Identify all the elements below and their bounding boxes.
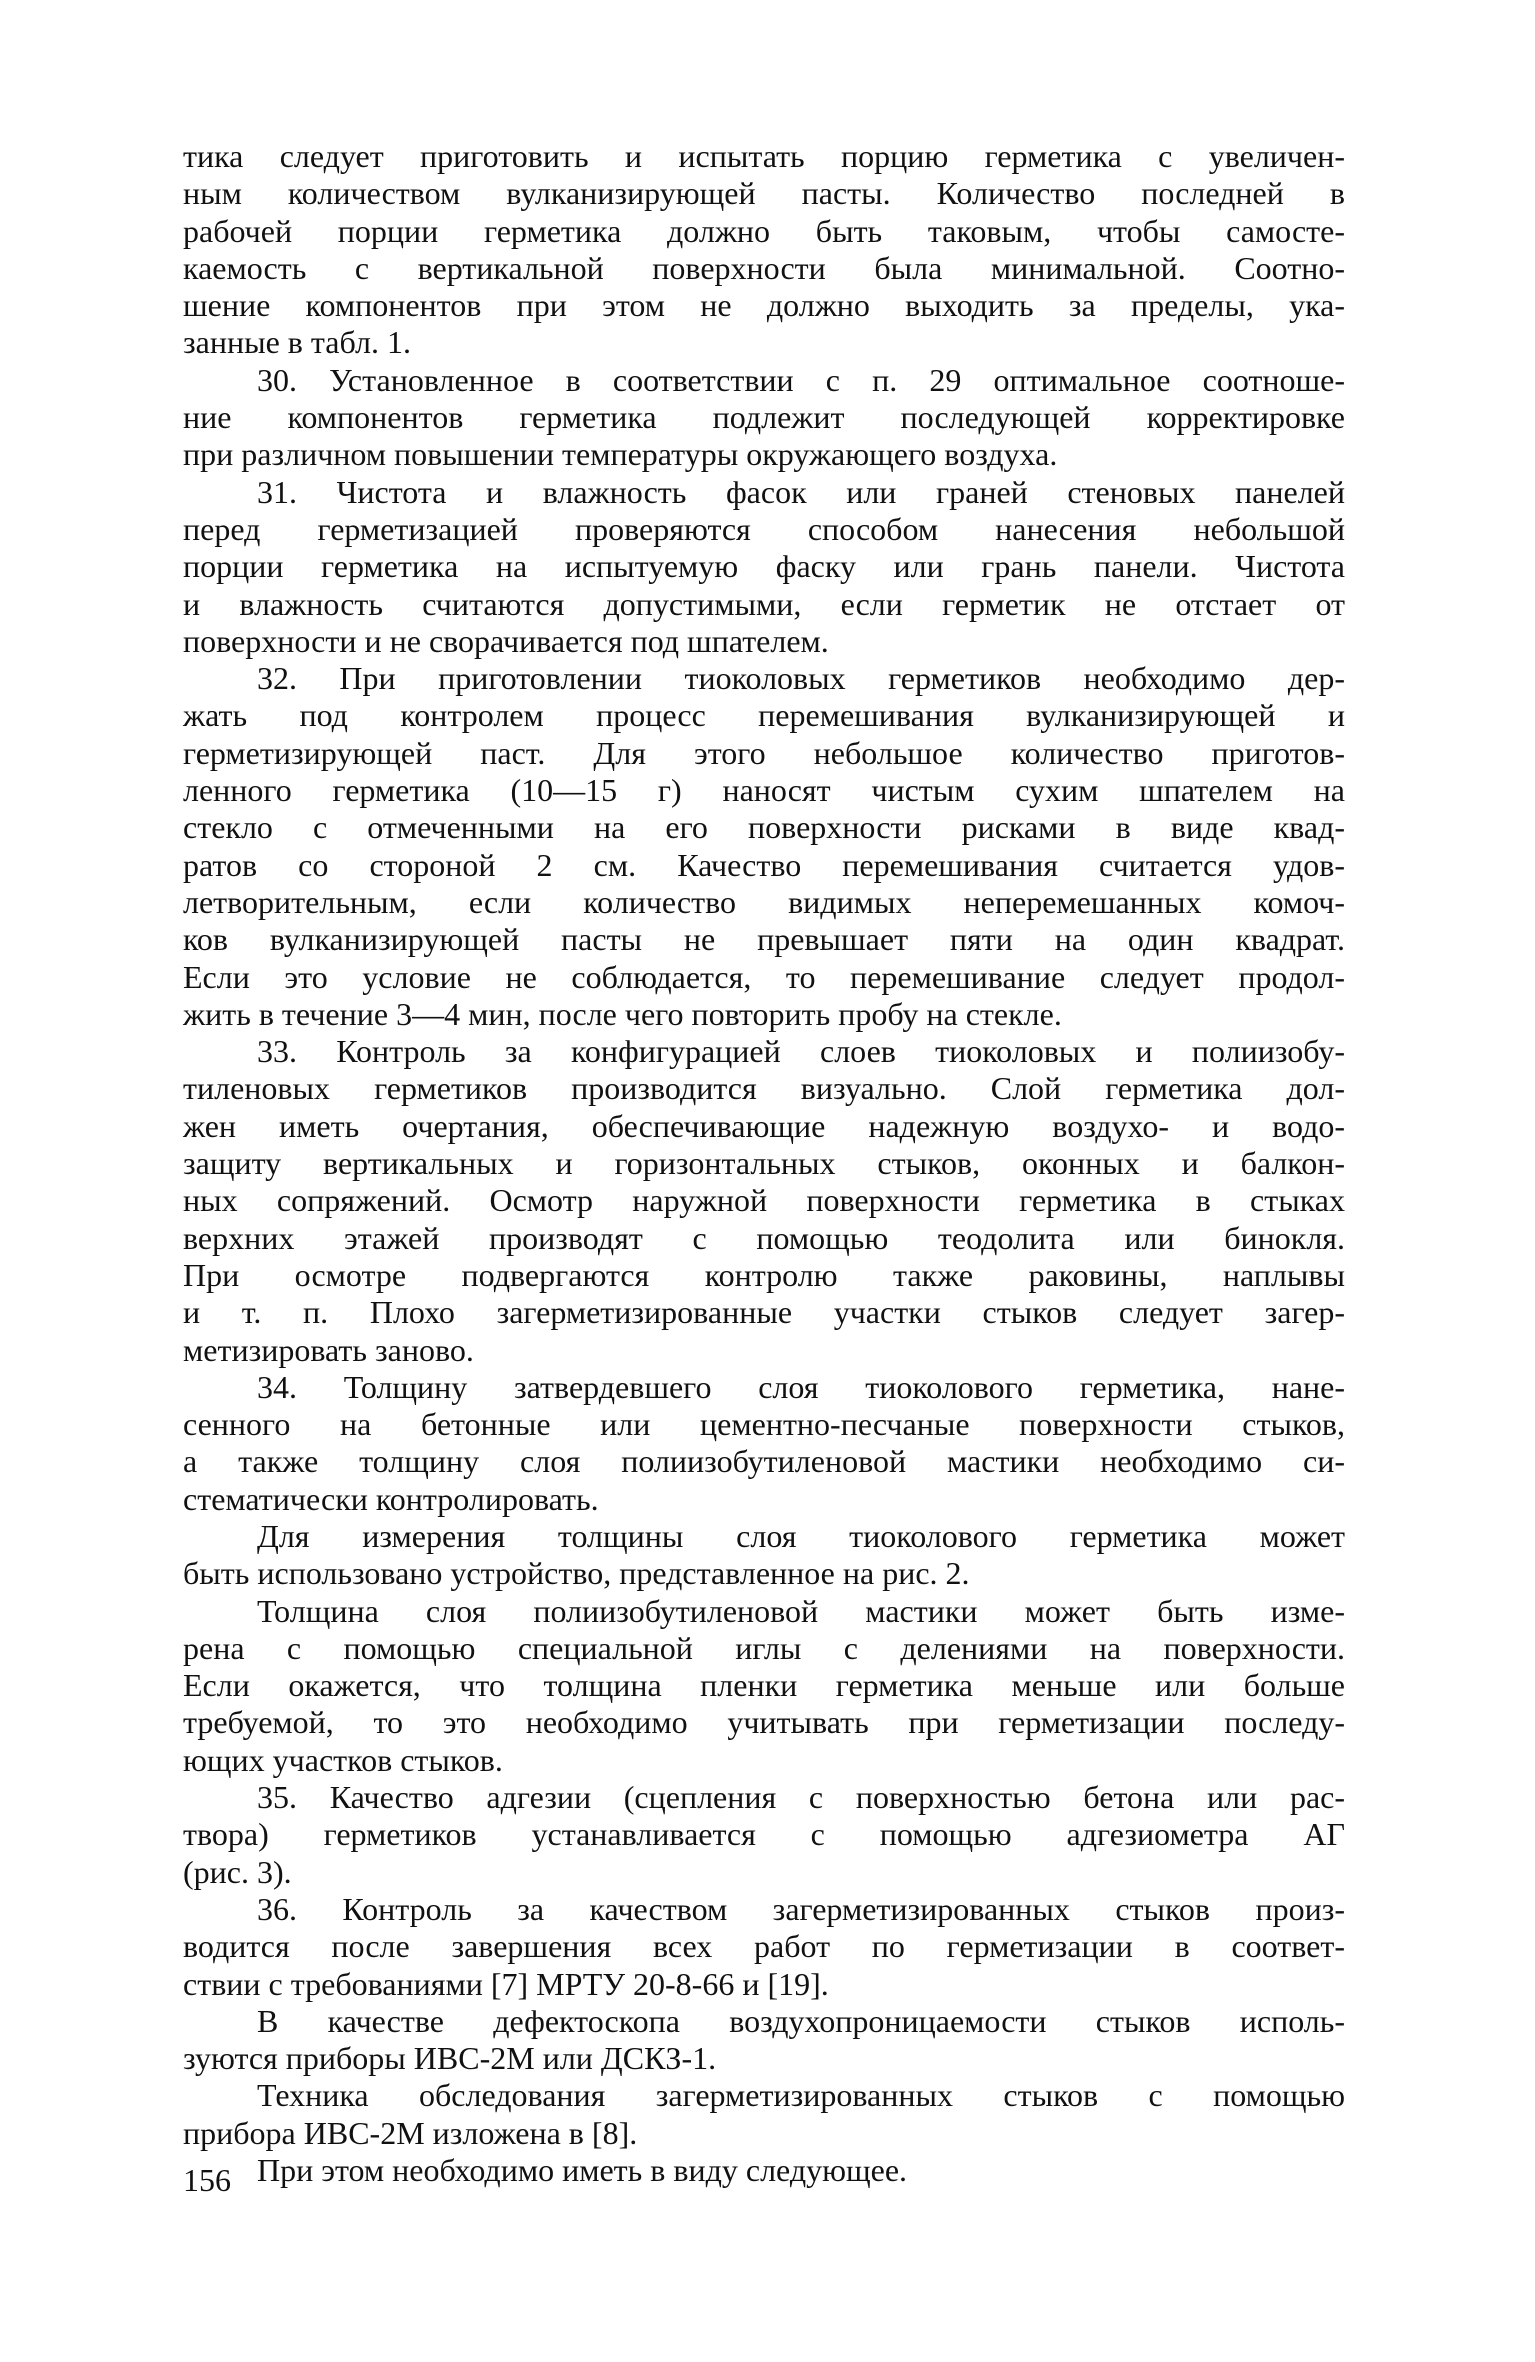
text-line: (рис. 3). xyxy=(183,1853,292,1890)
text-line: зуются приборы ИВС-2М или ДСКЗ-1. xyxy=(183,2040,717,2077)
text-line: 32. При приготовлении тиоколовых герметиков необходимо дер- xyxy=(257,660,1345,697)
text-line: Техника обследования загерметизированных стыков с помощью xyxy=(257,2077,1345,2114)
text-line: Если окажется, что толщина пленки герметика меньше или больше xyxy=(183,1667,1345,1704)
paragraph xyxy=(183,1518,1345,1593)
text-line: ленного герметика (10—15 г) наносят чистым сухим шпателем на xyxy=(183,772,1345,809)
text-line: Толщина слоя полиизобутиленовой мастики может быть изме- xyxy=(257,1592,1345,1629)
text-line: порции герметика на испытуемую фаску или грань панели. Чистота xyxy=(183,548,1345,585)
text-line: сенного на бетонные или цементно-песчаные поверхности стыков, xyxy=(183,1406,1345,1443)
text-line: рабочей порции герметика должно быть таковым, чтобы самосте- xyxy=(183,212,1345,249)
text-line: жен иметь очертания, обеспечивающие надежную воздухо- и водо- xyxy=(183,1107,1345,1144)
text-line: шение компонентов при этом не должно выходить за пределы, ука- xyxy=(183,287,1345,324)
text-line: и т. п. Плохо загерметизированные участки стыков следует загер- xyxy=(183,1294,1345,1331)
text-line: а также толщину слоя полиизобутиленовой мастики необходимо си- xyxy=(183,1443,1345,1480)
text-line: ков вулканизирующей пасты не превышает пяти на один квадрат. xyxy=(183,921,1345,958)
paragraph xyxy=(183,1593,1345,1779)
paragraph xyxy=(183,362,1345,474)
text-line: занные в табл. 1. xyxy=(183,324,411,361)
text-line: тика следует приготовить и испытать порцию герметика с увеличен- xyxy=(183,138,1345,174)
text-line: ние компонентов герметика подлежит последующей корректировке xyxy=(183,399,1345,436)
text-line: Если это условие не соблюдается, то перемешивание следует продол- xyxy=(183,958,1345,995)
text-line: стекло с отмеченными на его поверхности рисками в виде квад- xyxy=(183,809,1345,846)
text-line: ющих участков стыков. xyxy=(183,1741,503,1778)
text-line: рена с помощью специальной иглы с делениями на поверхности. xyxy=(183,1629,1345,1666)
paragraph xyxy=(183,1369,1345,1518)
text-line: при различном повышении температуры окружающего воздуха. xyxy=(183,436,1058,473)
text-line: 31. Чистота и влажность фасок или граней стеновых панелей xyxy=(257,473,1345,510)
text-line: При этом необходимо иметь в виду следующее. xyxy=(257,2152,908,2189)
paragraph xyxy=(183,2003,1345,2078)
text-line: ствии с требованиями [7] МРТУ 20-8-66 и [19]. xyxy=(183,1965,829,2002)
paragraph xyxy=(183,1779,1345,1891)
text-line: ным количеством вулканизирующей пасты. Количество последней в xyxy=(183,175,1345,212)
paragraph xyxy=(183,2077,1345,2152)
text-line: Для измерения толщины слоя тиоколового герметика может xyxy=(257,1517,1345,1554)
text-line: водится после завершения всех работ по герметизации в соответ- xyxy=(183,1928,1345,1965)
text-line: При осмотре подвергаются контролю также раковины, наплывы xyxy=(183,1256,1345,1293)
text-line: 34. Толщину затвердевшего слоя тиоколового герметика, нане- xyxy=(257,1368,1345,1405)
text-line: 36. Контроль за качеством загерметизированных стыков произ- xyxy=(257,1890,1345,1927)
text-line: стематически контролировать. xyxy=(183,1480,599,1517)
paragraph xyxy=(183,474,1345,660)
text-line: ратов со стороной 2 см. Качество перемешивания считается удов- xyxy=(183,846,1345,883)
text-line: и влажность считаются допустимыми, если герметик не отстает от xyxy=(183,585,1345,622)
paragraph xyxy=(183,1033,1345,1369)
text-line: верхних этажей производят с помощью теодолита или бинокля. xyxy=(183,1219,1345,1256)
text-line: перед герметизацией проверяются способом нанесения небольшой xyxy=(183,510,1345,547)
text-line: 33. Контроль за конфигурацией слоев тиоколовых и полиизобу- xyxy=(257,1033,1345,1070)
document-body xyxy=(183,138,1345,2189)
text-line: герметизирующей паст. Для этого небольшое количество приготов- xyxy=(183,734,1345,771)
paragraph xyxy=(183,2152,1345,2189)
text-line: 35. Качество адгезии (сцепления с поверхностью бетона или рас- xyxy=(257,1779,1345,1816)
paragraph xyxy=(183,660,1345,1033)
paragraph xyxy=(183,138,1345,362)
text-line: метизировать заново. xyxy=(183,1331,474,1368)
text-line: каемость с вертикальной поверхности была минимальной. Соотно- xyxy=(183,249,1345,286)
text-line: жать под контролем процесс перемешивания вулканизирующей и xyxy=(183,697,1345,734)
text-line: поверхности и не сворачивается под шпателем. xyxy=(183,622,829,659)
text-line: защиту вертикальных и горизонтальных стыков, оконных и балкон- xyxy=(183,1145,1345,1182)
text-line: тиленовых герметиков производится визуально. Слой герметика дол- xyxy=(183,1070,1345,1107)
text-line: твора) герметиков устанавливается с помощью адгезиометра АГ xyxy=(183,1816,1345,1853)
text-line: прибора ИВС-2М изложена в [8]. xyxy=(183,2114,638,2151)
paragraph xyxy=(183,1891,1345,2003)
text-line: ных сопряжений. Осмотр наружной поверхности герметика в стыках xyxy=(183,1182,1345,1219)
page-number: 156 xyxy=(183,2162,231,2198)
text-line: 30. Установленное в соответствии с п. 29 оптимальное соотноше- xyxy=(257,361,1345,398)
text-line: требуемой, то это необходимо учитывать при герметизации последу- xyxy=(183,1704,1345,1741)
text-line: летворительным, если количество видимых неперемешанных комоч- xyxy=(183,883,1345,920)
text-line: В качестве дефектоскопа воздухопроницаемости стыков исполь- xyxy=(257,2002,1345,2039)
text-line: быть использовано устройство, представленное на рис. 2. xyxy=(183,1555,970,1592)
text-line: жить в течение 3—4 мин, после чего повторить пробу на стекле. xyxy=(183,995,1062,1032)
